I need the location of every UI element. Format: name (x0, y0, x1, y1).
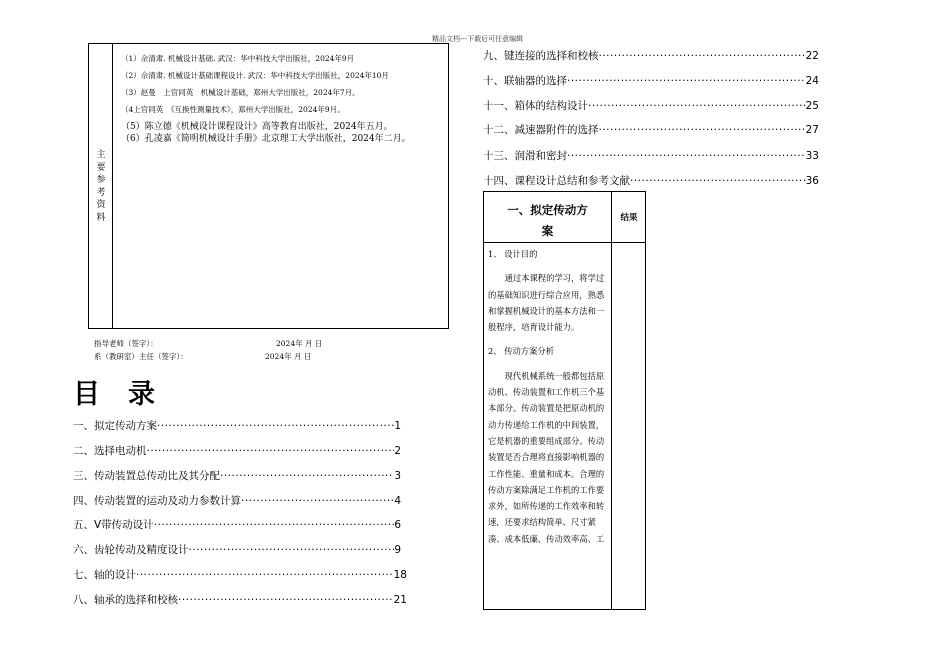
toc-entry-title: 一、拟定传动方案 (73, 420, 157, 432)
toc-entry-page: 1 (394, 420, 401, 432)
toc-entry-title: 七、轴的设计 (73, 569, 136, 581)
section-paragraph: 现代机械系统一般都包括原动机、传动装置和工作机三个基本部分。传动装置是把原动机的动力传递给工作机的中间装置，它是机器的重要组成部分。传动装置是否合理将直接影响机器的工作性能、重量和成本。合理的传动方案除满足工作机的工作要求外，如所传递的工作效率和转速，还要求结构简单、尺寸紧凑、成本低廉、传动效率高、工 (488, 370, 605, 544)
table-divider (484, 242, 645, 243)
design-title-line: 一、拟定传动方 (507, 203, 588, 217)
toc-entry-page: 36 (805, 175, 819, 187)
toc-leader-dots (588, 100, 806, 112)
toc-entry-page: 18 (393, 569, 407, 581)
toc-entry[interactable] (73, 468, 401, 483)
toc-entry[interactable] (73, 542, 401, 557)
toc-title: 目录 (73, 379, 183, 410)
toc-entry-page: 33 (805, 150, 819, 162)
toc-entry-title: 十、联轴器的选择 (483, 75, 567, 87)
toc-entry-page: 4 (394, 495, 401, 507)
toc-leader-dots (147, 445, 395, 457)
toc-entry[interactable] (483, 98, 819, 113)
toc-leader-dots (630, 175, 806, 187)
toc-entry[interactable] (73, 592, 407, 607)
design-title-line: 案 (541, 224, 554, 238)
toc-leader-dots (599, 50, 806, 62)
reference-item: （4上官同英 《互换性测量技术》，郑州大学出版社，2024年9月。 (121, 105, 345, 114)
design-section-body (488, 246, 607, 547)
reference-item: （2）佘清肃. 机械设计基础课程设计. 武汉：华中科技大学出版社，2024年10月 (121, 71, 389, 80)
toc-leader-dots (157, 420, 394, 432)
toc-entry-title: 九、键连接的选择和校核 (483, 50, 599, 62)
toc-entry-title: 二、选择电动机 (73, 445, 147, 457)
toc-entry[interactable] (483, 148, 819, 163)
toc-leader-dots (136, 569, 394, 581)
section-paragraph: 通过本课程的学习，将学过的基础知识进行综合应用，熟悉和掌握机械设计的基本方法和一般程序，培育设计能力。 (488, 273, 605, 333)
toc-leader-dots (154, 519, 395, 531)
result-column-header: 结果 (620, 213, 638, 223)
toc-entry[interactable] (483, 73, 819, 88)
toc-entry-page: 21 (393, 594, 407, 606)
toc-entry-title: 十四、课程设计总结和参考文献 (483, 175, 630, 187)
reference-item: （1）佘清肃. 机械设计基础. 武汉：华中科技大学出版社，2024年9月 (121, 54, 355, 63)
toc-leader-dots (599, 124, 806, 136)
section-heading: 2、 传动方案分析 (488, 346, 554, 357)
toc-entry[interactable] (73, 567, 407, 582)
reference-item: （5）陈立德《机械设计课程设计》高等教育出版社，2024年五月。 (121, 122, 393, 132)
toc-entry[interactable] (483, 48, 819, 63)
section-heading: 1、 设计目的 (488, 249, 538, 259)
toc-leader-dots (220, 470, 394, 482)
watermark-text: 精品文档---下载后可任意编辑 (432, 35, 524, 43)
dept-signature-date: 2024年 月 日 (265, 352, 312, 361)
toc-entry[interactable] (73, 517, 401, 532)
references-label-column (89, 44, 113, 328)
design-section-title (484, 200, 611, 242)
toc-entry-title: 三、传动装置总传动比及其分配 (73, 470, 220, 482)
toc-entry[interactable] (483, 173, 819, 188)
toc-leader-dots (189, 544, 395, 556)
teacher-signature-date: 2024年 月 日 (276, 339, 323, 348)
toc-entry-page: 3 (394, 470, 401, 482)
references-label: 主要参考资料 (96, 150, 106, 223)
toc-entry-page: 9 (394, 544, 401, 556)
toc-leader-dots (567, 75, 806, 87)
reference-item: （6）孔凌嘉《简明机械设计手册》北京理工大学出版社，2024年二月。 (121, 134, 411, 144)
design-table (483, 191, 646, 610)
toc-leader-dots (567, 150, 806, 162)
references-list (121, 50, 446, 145)
toc-entry-title: 五、V带传动设计 (73, 519, 154, 531)
toc-entry-title: 六、齿轮传动及精度设计 (73, 544, 189, 556)
references-box (88, 43, 449, 329)
toc-entry-page: 2 (394, 445, 401, 457)
dept-signature-label: 系（教研室）主任（签字）： (94, 352, 188, 361)
toc-entry-title: 十三、润滑和密封 (483, 150, 567, 162)
toc-entry-title: 十二、减速器附件的选择 (483, 124, 599, 136)
toc-entry-title: 八、轴承的选择和校核 (73, 594, 178, 606)
toc-entry[interactable] (73, 493, 401, 508)
toc-entry-page: 24 (805, 75, 819, 87)
toc-entry-page: 27 (805, 124, 819, 136)
teacher-signature-label: 指导老师（签字）： (94, 339, 158, 348)
toc-entry-title: 十一、箱体的结构设计 (483, 100, 588, 112)
toc-entry-page: 22 (805, 50, 819, 62)
table-divider (611, 192, 612, 609)
toc-entry[interactable] (73, 443, 401, 458)
toc-entry[interactable] (73, 418, 401, 433)
toc-entry-page: 25 (805, 100, 819, 112)
toc-leader-dots (241, 495, 394, 507)
reference-item: （3）赵曼 上官同英 机械设计基础，郑州大学出版社，2024年7月。 (121, 88, 360, 97)
toc-entry[interactable] (483, 122, 819, 137)
toc-leader-dots (178, 594, 394, 606)
toc-entry-page: 6 (394, 519, 401, 531)
toc-entry-title: 四、传动装置的运动及动力参数计算 (73, 495, 241, 507)
